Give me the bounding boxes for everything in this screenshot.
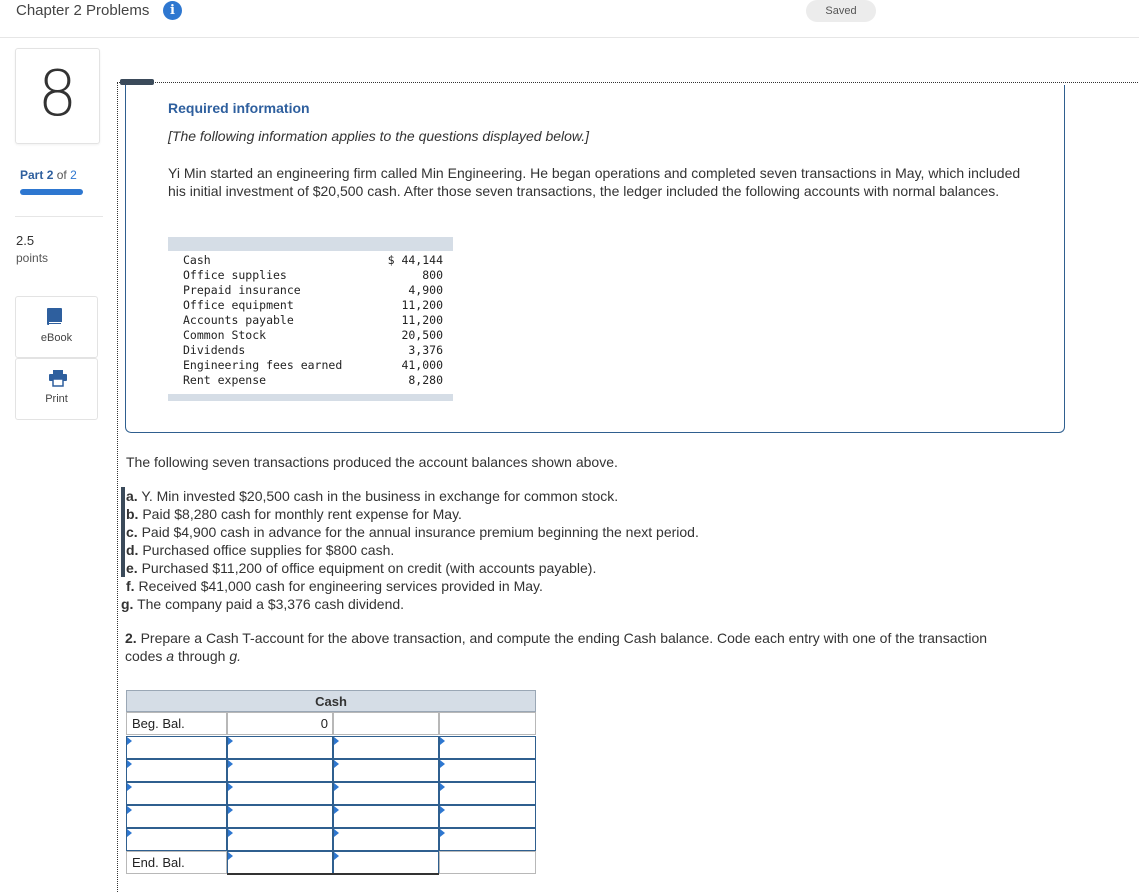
beg-bal-debit-cell xyxy=(227,712,333,735)
ledger-row xyxy=(183,343,445,358)
question-body: Prepare a Cash T-account for the above transaction, and compute the ending Cash balance. Code each entry with one of the transaction codes xyxy=(125,630,988,664)
ledger-balance: $ 44,144 xyxy=(387,253,443,267)
transactions-intro: The following seven transactions produced the account balances shown above. xyxy=(126,454,618,470)
ledger-account: Dividends xyxy=(183,343,246,357)
transaction-code: c. xyxy=(126,524,138,540)
debit-code-input[interactable] xyxy=(126,736,227,759)
debit-code-input[interactable] xyxy=(126,805,227,828)
transaction-code: a. xyxy=(126,488,138,504)
ledger-row xyxy=(183,268,445,283)
transaction-item xyxy=(121,577,1121,595)
question-through: through xyxy=(177,648,226,664)
question-number-label: 2. xyxy=(125,630,137,646)
credit-amount-input[interactable] xyxy=(439,782,536,805)
transaction-code: b. xyxy=(126,506,139,522)
points-label: points xyxy=(16,251,49,265)
print-button[interactable] xyxy=(15,358,98,420)
transaction-text: Purchased office supplies for $800 cash. xyxy=(142,542,395,558)
end-bal-credit-input[interactable] xyxy=(333,851,439,874)
debit-amount-input[interactable] xyxy=(227,759,333,782)
credit-amount-input[interactable] xyxy=(439,805,536,828)
ledger-footer-bar xyxy=(168,394,453,401)
top-bar xyxy=(0,0,1139,38)
ledger-account: Engineering fees earned xyxy=(183,358,343,372)
credit-amount-input[interactable] xyxy=(439,828,536,851)
transaction-code: e. xyxy=(126,560,138,576)
beg-bal-label: Beg. Bal. xyxy=(132,716,185,731)
transaction-code: f. xyxy=(126,578,135,594)
ledger-balance: 41,000 xyxy=(401,358,443,372)
transaction-item xyxy=(121,487,1121,505)
ledger-row xyxy=(183,358,445,373)
chapter-title: Chapter 2 Problems xyxy=(16,2,150,19)
print-label: Print xyxy=(45,393,68,405)
credit-code-input[interactable] xyxy=(333,805,439,828)
beg-bal-value: 0 xyxy=(320,716,328,731)
credit-code-input[interactable] xyxy=(333,828,439,851)
debit-amount-input[interactable] xyxy=(227,736,333,759)
ledger-balance: 11,200 xyxy=(401,298,443,312)
ledger-row xyxy=(183,298,445,313)
transaction-code: d. xyxy=(126,542,139,558)
ledger-account: Common Stock xyxy=(183,328,267,342)
ledger-table xyxy=(168,237,453,402)
debit-code-input[interactable] xyxy=(126,828,227,851)
ledger-row xyxy=(183,283,445,298)
ledger-account: Prepaid insurance xyxy=(183,283,301,297)
question-text xyxy=(125,629,1025,665)
ledger-account: Rent expense xyxy=(183,373,267,387)
print-icon xyxy=(48,369,68,387)
end-bal-label: End. Bal. xyxy=(132,855,185,870)
rail-divider xyxy=(15,216,103,217)
ledger-balance: 8,280 xyxy=(408,373,443,387)
saved-status-badge: Saved xyxy=(806,0,876,22)
question-number: 8 xyxy=(37,57,78,130)
points-value: 2.5 xyxy=(16,233,35,248)
required-info-title: Required information xyxy=(168,100,310,116)
transaction-text: The company paid a $3,376 cash dividend. xyxy=(137,596,405,612)
ledger-account: Accounts payable xyxy=(183,313,294,327)
transaction-text: Received $41,000 cash for engineering services provided in May. xyxy=(138,578,543,594)
ledger-balance: 20,500 xyxy=(401,328,443,342)
ledger-balance: 3,376 xyxy=(408,343,443,357)
credit-amount-input[interactable] xyxy=(439,759,536,782)
part-of: of xyxy=(56,168,67,182)
ledger-account: Office equipment xyxy=(183,298,294,312)
transaction-item xyxy=(121,523,1121,541)
question-number-box xyxy=(15,48,100,144)
content-top-border xyxy=(117,82,1138,83)
transaction-item xyxy=(121,541,1121,559)
ledger-row xyxy=(183,253,445,268)
ledger-account: Cash xyxy=(183,253,211,267)
content-left-border xyxy=(117,82,118,892)
part-progress-bar xyxy=(20,189,83,195)
ebook-icon xyxy=(46,307,64,327)
ledger-account: Office supplies xyxy=(183,268,287,282)
beg-bal-credit-label-cell xyxy=(333,712,439,735)
ledger-balance: 11,200 xyxy=(401,313,443,327)
part-indicator xyxy=(20,168,77,182)
beg-bal-label-cell xyxy=(126,712,227,735)
part-total: 2 xyxy=(70,168,77,182)
transaction-item xyxy=(121,595,1121,613)
debit-amount-input[interactable] xyxy=(227,828,333,851)
ledger-row xyxy=(183,328,445,343)
question-code-start: a xyxy=(166,648,175,664)
question-code-end: g. xyxy=(229,648,241,664)
transaction-item xyxy=(121,559,1121,577)
credit-code-input[interactable] xyxy=(333,782,439,805)
transactions-list xyxy=(121,487,1121,613)
transaction-text: Paid $4,900 cash in advance for the annual insurance premium beginning the next period. xyxy=(141,524,699,540)
required-info-note: [The following information applies to the questions displayed below.] xyxy=(168,128,590,144)
ledger-row xyxy=(183,313,445,328)
ledger-balance: 4,900 xyxy=(408,283,443,297)
cash-t-account xyxy=(126,690,537,876)
part-current: 2 xyxy=(46,168,54,182)
end-bal-debit-input[interactable] xyxy=(227,851,333,874)
end-bal-label-cell xyxy=(126,851,227,874)
debit-amount-input[interactable] xyxy=(227,805,333,828)
ebook-label: eBook xyxy=(40,332,73,344)
part-prefix: Part xyxy=(20,168,44,182)
required-info-paragraph: Yi Min started an engineering firm called Min Engineering. He began operations and completed seven transactions in May, which included his initial investment of $20,500 cash. After those seven transactions, the ledger included the following accounts with normal balances. xyxy=(168,165,1021,199)
credit-code-input[interactable] xyxy=(333,736,439,759)
beg-bal-credit-cell xyxy=(439,712,536,735)
transaction-text: Paid $8,280 cash for monthly rent expense for May. xyxy=(142,506,462,522)
ledger-balance: 800 xyxy=(422,268,443,282)
credit-amount-input[interactable] xyxy=(439,736,536,759)
debit-amount-input[interactable] xyxy=(227,782,333,805)
ledger-header-bar xyxy=(168,237,453,251)
end-bal-blank-cell xyxy=(439,851,536,874)
info-icon[interactable]: i xyxy=(163,1,182,20)
t-account-title: Cash xyxy=(126,690,536,712)
end-bal-double-rule xyxy=(227,873,439,875)
credit-code-input[interactable] xyxy=(333,759,439,782)
transaction-item xyxy=(121,505,1121,523)
transaction-code: g. xyxy=(121,596,134,612)
debit-code-input[interactable] xyxy=(126,782,227,805)
debit-code-input[interactable] xyxy=(126,759,227,782)
ledger-row xyxy=(183,373,445,388)
transaction-text: Y. Min invested $20,500 cash in the business in exchange for common stock. xyxy=(141,488,619,504)
transaction-text: Purchased $11,200 of office equipment on credit (with accounts payable). xyxy=(141,560,597,576)
ebook-button[interactable] xyxy=(15,296,98,358)
